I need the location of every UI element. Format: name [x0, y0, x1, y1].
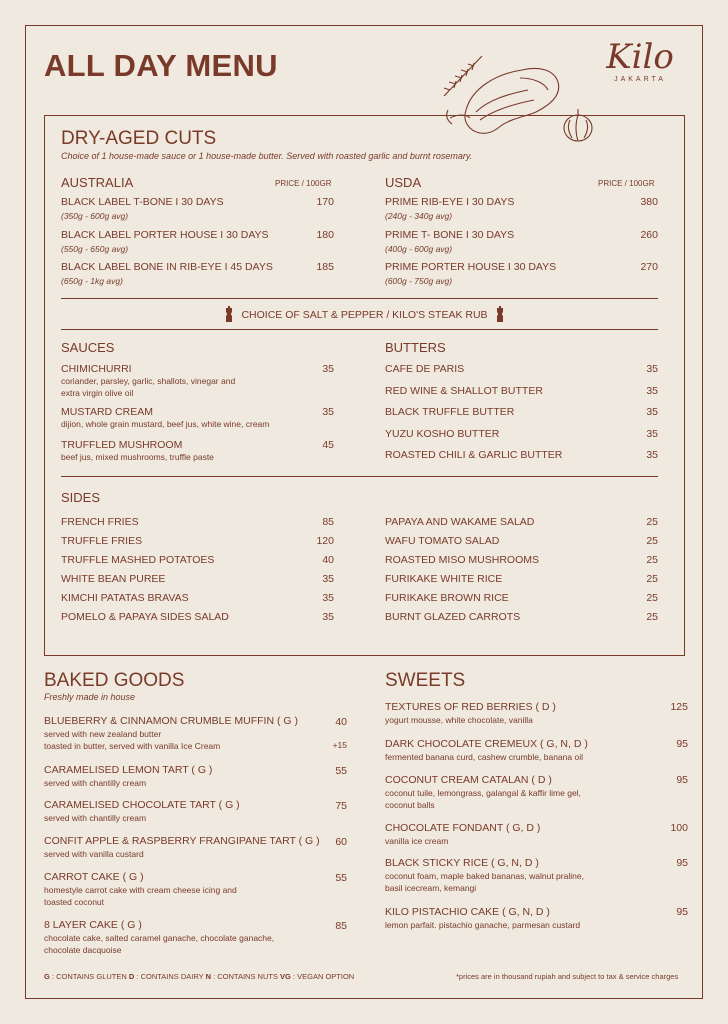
menu-item-price: 60 [335, 836, 347, 848]
menu-item-price: 35 [646, 428, 658, 440]
steak-rub-line [44, 306, 685, 324]
menu-item-name: MUSTARD CREAM [61, 406, 153, 418]
menu-item-name: BLUEBERRY & CINNAMON CRUMBLE MUFFIN ( G ) [44, 715, 298, 727]
legend-n: N [205, 972, 211, 981]
usda-price-label: PRICE / 100GR [598, 179, 655, 188]
menu-item-desc: coconut tuile, lemongrass, galangal & kaffir lime gel, [385, 788, 581, 798]
dry-aged-subtitle: Choice of 1 house-made sauce or 1 house-made butter. Served with roasted garlic and burnt rosemary. [61, 151, 473, 161]
menu-item-desc: coconut foam, maple baked bananas, walnut praline, [385, 871, 584, 881]
menu-item-price: 35 [322, 363, 334, 375]
dry-aged-title: DRY-AGED CUTS [61, 128, 217, 149]
sweets-title: SWEETS [385, 670, 466, 691]
menu-item-name: FRENCH FRIES [61, 516, 139, 528]
menu-item-desc: coriander, parsley, garlic, shallots, vinegar and [61, 376, 236, 386]
sauces-title: SAUCES [61, 340, 115, 355]
menu-item-price: 120 [316, 535, 334, 547]
divider [61, 298, 658, 299]
menu-item-name: BLACK LABEL T-BONE I 30 DAYS [61, 196, 224, 208]
menu-item-price: 40 [335, 716, 347, 728]
menu-item-price: 35 [646, 385, 658, 397]
menu-item-name: YUZU KOSHO BUTTER [385, 428, 500, 440]
menu-item-desc: served with new zealand butter [44, 729, 162, 739]
menu-item-name: TEXTURES OF RED BERRIES ( D ) [385, 701, 556, 713]
menu-item-desc: homestyle carrot cake with cream cheese icing and [44, 885, 237, 895]
menu-item-name: 8 LAYER CAKE ( G ) [44, 919, 142, 931]
legend-d-text: : CONTAINS DAIRY [134, 972, 206, 981]
menu-item-name: BLACK STICKY RICE ( G, N, D ) [385, 857, 539, 869]
menu-item-price: 95 [676, 738, 688, 750]
legend-g: G [44, 972, 50, 981]
menu-item-name: RED WINE & SHALLOT BUTTER [385, 385, 543, 397]
menu-item-desc: chocolate dacquoise [44, 945, 122, 955]
menu-item-price: 25 [646, 554, 658, 566]
kilo-logo [600, 37, 680, 83]
menu-item-price: 125 [670, 701, 688, 713]
menu-item-price: 25 [646, 592, 658, 604]
menu-item-price: 35 [322, 611, 334, 623]
menu-item-price: 55 [335, 872, 347, 884]
menu-item-desc: basil icecream, kemangi [385, 883, 477, 893]
menu-item-desc: extra virgin olive oil [61, 388, 134, 398]
menu-item-price: 85 [335, 920, 347, 932]
menu-item-name: TRUFFLE MASHED POTATOES [61, 554, 215, 566]
menu-item-name: PAPAYA AND WAKAME SALAD [385, 516, 535, 528]
page-title: ALL DAY MENU [44, 48, 278, 83]
menu-item-price: 25 [646, 516, 658, 528]
logo-script: Kilo [606, 37, 674, 77]
menu-item-price: 25 [646, 573, 658, 585]
menu-item-price: 85 [322, 516, 334, 528]
menu-item-price: 40 [322, 554, 334, 566]
menu-item-name: BLACK TRUFFLE BUTTER [385, 406, 515, 418]
menu-item-name: PRIME PORTER HOUSE I 30 DAYS [385, 261, 557, 273]
menu-item-name: CARAMELISED LEMON TART ( G ) [44, 764, 213, 776]
menu-item-name: TRUFFLED MUSHROOM [61, 439, 183, 451]
menu-item-price: 185 [316, 261, 334, 273]
menu-item-price: 75 [335, 800, 347, 812]
menu-item-price: 35 [322, 406, 334, 418]
divider [61, 476, 658, 477]
menu-item-desc: fermented banana curd, cashew crumble, banana oil [385, 752, 583, 762]
menu-item-price: 95 [676, 906, 688, 918]
menu-item-desc: beef jus, mixed mushrooms, truffle paste [61, 452, 214, 462]
menu-item-desc: toasted coconut [44, 897, 105, 907]
australia-title: AUSTRALIA [61, 175, 134, 190]
menu-item-weight: (600g - 750g avg) [385, 276, 453, 286]
menu-item-name: CARAMELISED CHOCOLATE TART ( G ) [44, 799, 240, 811]
menu-item-name: ROASTED MISO MUSHROOMS [385, 554, 540, 566]
legend-n-text: : CONTAINS NUTS [211, 972, 281, 981]
menu-item-desc: coconut balls [385, 800, 435, 810]
menu-item-desc: served with vanilla custard [44, 849, 144, 859]
menu-item-price: 95 [676, 774, 688, 786]
menu-item-desc: yogurt mousse, white chocolate, vanilla [385, 715, 533, 725]
menu-item-price: 170 [316, 196, 334, 208]
menu-item-name: WHITE BEAN PUREE [61, 573, 166, 585]
menu-item-price: 25 [646, 535, 658, 547]
sides-title: SIDES [61, 490, 101, 505]
menu-item-price: 100 [670, 822, 688, 834]
menu-item-name: POMELO & PAPAYA SIDES SALAD [61, 611, 229, 623]
menu-item-name: PRIME T- BONE I 30 DAYS [385, 229, 515, 241]
baked-goods-title: BAKED GOODS [44, 670, 185, 691]
menu-item-name: BLACK LABEL PORTER HOUSE I 30 DAYS [61, 229, 269, 241]
legend-vg-text: : VEGAN OPTION [290, 972, 355, 981]
divider [61, 329, 658, 330]
menu-item-price: 35 [322, 592, 334, 604]
menu-item-price: 270 [640, 261, 658, 273]
menu-item-price: 35 [646, 449, 658, 461]
legend-d: D [128, 972, 135, 981]
menu-item-price: 45 [322, 439, 334, 451]
menu-item-weight: (650g - 1kg avg) [61, 276, 123, 286]
butters-title: BUTTERS [385, 340, 446, 355]
menu-item-price: 25 [646, 611, 658, 623]
menu-item-price: 95 [676, 857, 688, 869]
menu-item-name: CARROT CAKE ( G ) [44, 871, 144, 883]
menu-item-desc: served with chantilly cream [44, 778, 147, 788]
menu-item-desc: chocolate cake, salted caramel ganache, chocolate ganache, [44, 933, 275, 943]
menu-item-price: 35 [646, 363, 658, 375]
menu-item-name: KILO PISTACHIO CAKE ( G, N, D ) [385, 906, 550, 918]
menu-item-price: 55 [335, 765, 347, 777]
menu-item-name: WAFU TOMATO SALAD [385, 535, 500, 547]
menu-item-name: BLACK LABEL BONE IN RIB-EYE I 45 DAYS [61, 261, 273, 273]
menu-item-desc: lemon parfait. pistachio ganache, parmesan custard [385, 920, 581, 930]
menu-item-price: 35 [322, 573, 334, 585]
menu-item-name: PRIME RIB-EYE I 30 DAYS [385, 196, 515, 208]
menu-item-weight: (350g - 600g avg) [61, 211, 129, 221]
menu-item-desc: toasted in butter, served with vanilla Ice Cream [44, 741, 221, 751]
menu-item-name: CAFE DE PARIS [385, 363, 465, 375]
menu-item-name: BURNT GLAZED CARROTS [385, 611, 521, 623]
usda-title: USDA [385, 175, 422, 190]
legend-g-text: : CONTAINS GLUTEN [49, 972, 129, 981]
menu-item-name: KIMCHI PATATAS BRAVAS [61, 592, 189, 604]
menu-item-name: CONFIT APPLE & RASPBERRY FRANGIPANE TART ( G ) [44, 835, 320, 847]
salt-mill-icon [496, 306, 504, 324]
menu-item-weight: (400g - 600g avg) [385, 244, 453, 254]
menu-item-weight: (550g - 650g avg) [61, 244, 129, 254]
menu-item-desc: vanilla ice cream [385, 836, 449, 846]
menu-item-name: TRUFFLE FRIES [61, 535, 143, 547]
menu-item-price: 380 [640, 196, 658, 208]
menu-item-name: CHOCOLATE FONDANT ( G, D ) [385, 822, 541, 834]
legend-vg: VG [280, 972, 291, 981]
menu-item-price: 260 [640, 229, 658, 241]
menu-item-name: COCONUT CREAM CATALAN ( D ) [385, 774, 552, 786]
baked-goods-subtitle: Freshly made in house [44, 692, 136, 702]
menu-item-name: ROASTED CHILI & GARLIC BUTTER [385, 449, 563, 461]
australia-price-label: PRICE / 100GR [275, 179, 332, 188]
menu-item-name: CHIMICHURRI [61, 363, 132, 375]
menu-item-name: DARK CHOCOLATE CREMEUX ( G, N, D ) [385, 738, 588, 750]
menu-item-desc: dijion, whole grain mustard, beef jus, white wine, cream [61, 419, 270, 429]
menu-item-desc: served with chantilly cream [44, 813, 147, 823]
steak-rub-text: CHOICE OF SALT & PEPPER / KILO'S STEAK RUB [241, 308, 488, 321]
menu-item-name: FURIKAKE BROWN RICE [385, 592, 509, 604]
logo-city: JAKARTA [614, 76, 666, 83]
menu-item-price: 35 [646, 406, 658, 418]
price-footnote: *prices are in thousand rupiah and subject to tax & service charges [456, 972, 679, 981]
allergen-legend [44, 972, 354, 981]
menu-item-name: FURIKAKE WHITE RICE [385, 573, 503, 585]
menu-item-extra-price: +15 [332, 740, 347, 750]
pepper-mill-icon [225, 306, 233, 324]
menu-item-price: 180 [316, 229, 334, 241]
menu-item-weight: (240g - 340g avg) [385, 211, 453, 221]
